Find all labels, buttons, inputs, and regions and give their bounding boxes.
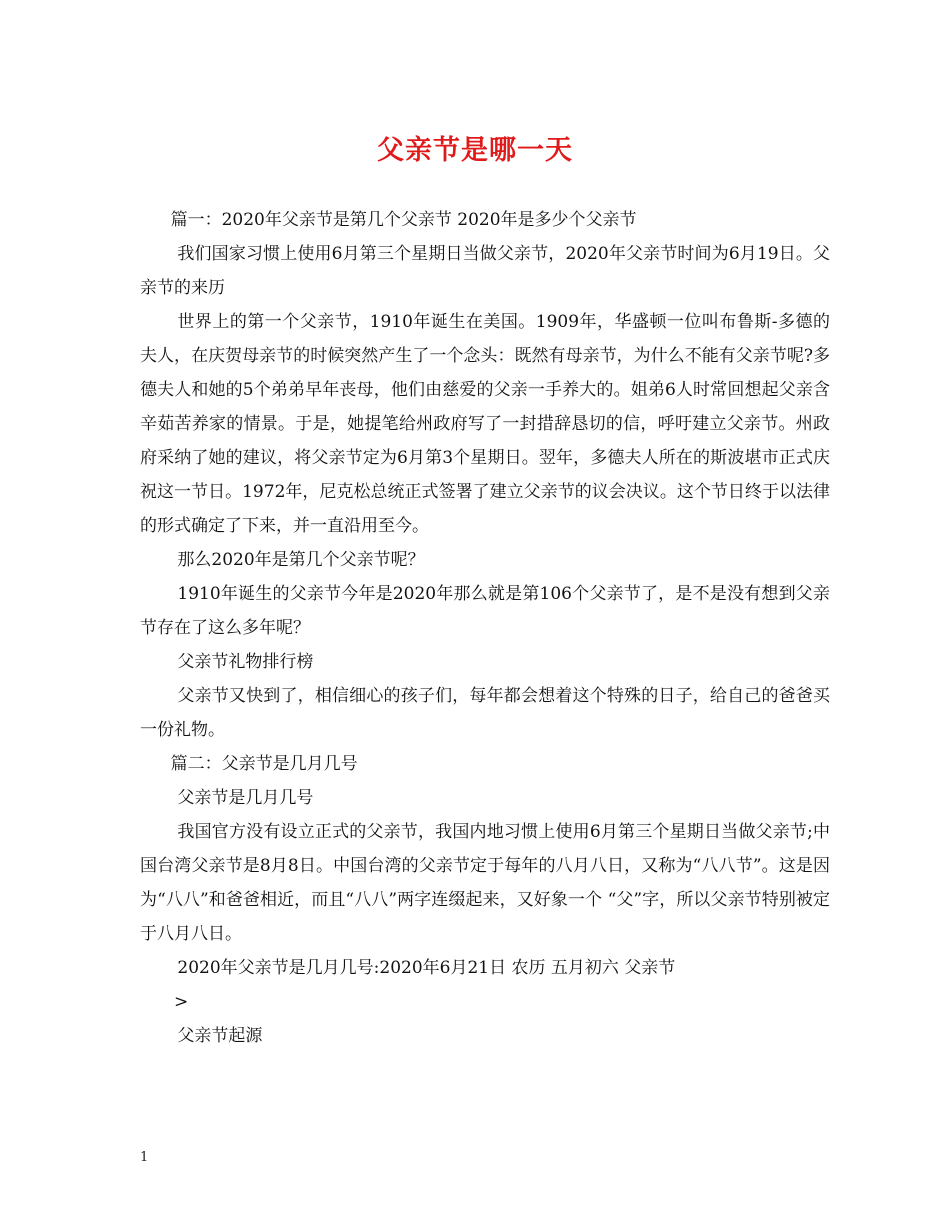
document-body	[140, 203, 830, 1053]
paragraph-106th-fathers-day: 1910年诞生的父亲节今年是2020年那么就是第106个父亲节了，是不是没有想到父亲节存在了这么多年呢？	[140, 584, 830, 638]
paragraph-section-one-heading: 篇一：2020年父亲节是第几个父亲节 2020年是多少个父亲节	[170, 210, 637, 230]
paragraph-section-two-heading: 篇二：父亲节是几月几号	[170, 754, 358, 774]
paragraph-taiwan-fathers-day: 我国官方没有设立正式的父亲节，我国内地习惯上使用6月第三个星期日当做父亲节;中国台湾父亲节是8月8日。中国台湾的父亲节定于每年的八月八日，又称为“八八节”。这是因为“八八”和爸爸相近，而且“八八”两字连缀起来，又好象一个 “父”字，所以父亲节特别被定于八月八日。	[140, 822, 830, 944]
paragraph-fathers-day-date: 我们国家习惯上使用6月第三个星期日当做父亲节，2020年父亲节时间为6月19日。父亲节的来历	[140, 244, 830, 298]
paragraph-gift-intro: 父亲节又快到了，相信细心的孩子们，每年都会想着这个特殊的日子，给自己的爸爸买一份礼物。	[140, 686, 830, 740]
paragraph-gift-ranking-heading: 父亲节礼物排行榜	[177, 652, 314, 672]
paragraph-2020-date: 2020年父亲节是几月几号:2020年6月21日 农历 五月初六 父亲节	[177, 958, 676, 978]
paragraph-which-year-question: 那么2020年是第几个父亲节呢？	[177, 550, 425, 570]
page-number: 1	[140, 1150, 149, 1165]
paragraph-which-date-heading: 父亲节是几月几号	[177, 788, 314, 808]
paragraph-fathers-day-history: 世界上的第一个父亲节，1910年诞生在美国。1909年，华盛顿一位叫布鲁斯-多德的夫人，在庆贺母亲节的时候突然产生了一个念头：既然有母亲节，为什么不能有父亲节呢?多德夫人和她的5个弟弟早年丧母，他们由慈爱的父亲一手养大的。姐弟6人时常回想起父亲含辛茹苦养家的情景。于是，她提笔给州政府写了一封措辞恳切的信，呼吁建立父亲节。州政府采纳了她的建议，将父亲节定为6月第3个星期日。翌年，多德夫人所在的斯波堪市正式庆祝这一节日。1972年，尼克松总统正式签署了建立父亲节的议会决议。这个节日终于以法律的形式确定了下来，并一直沿用至今。	[140, 312, 830, 536]
paragraph-caret: >	[174, 992, 189, 1012]
paragraph-origin-heading: 父亲节起源	[177, 1026, 263, 1046]
document-title: 父亲节是哪一天	[377, 135, 573, 166]
